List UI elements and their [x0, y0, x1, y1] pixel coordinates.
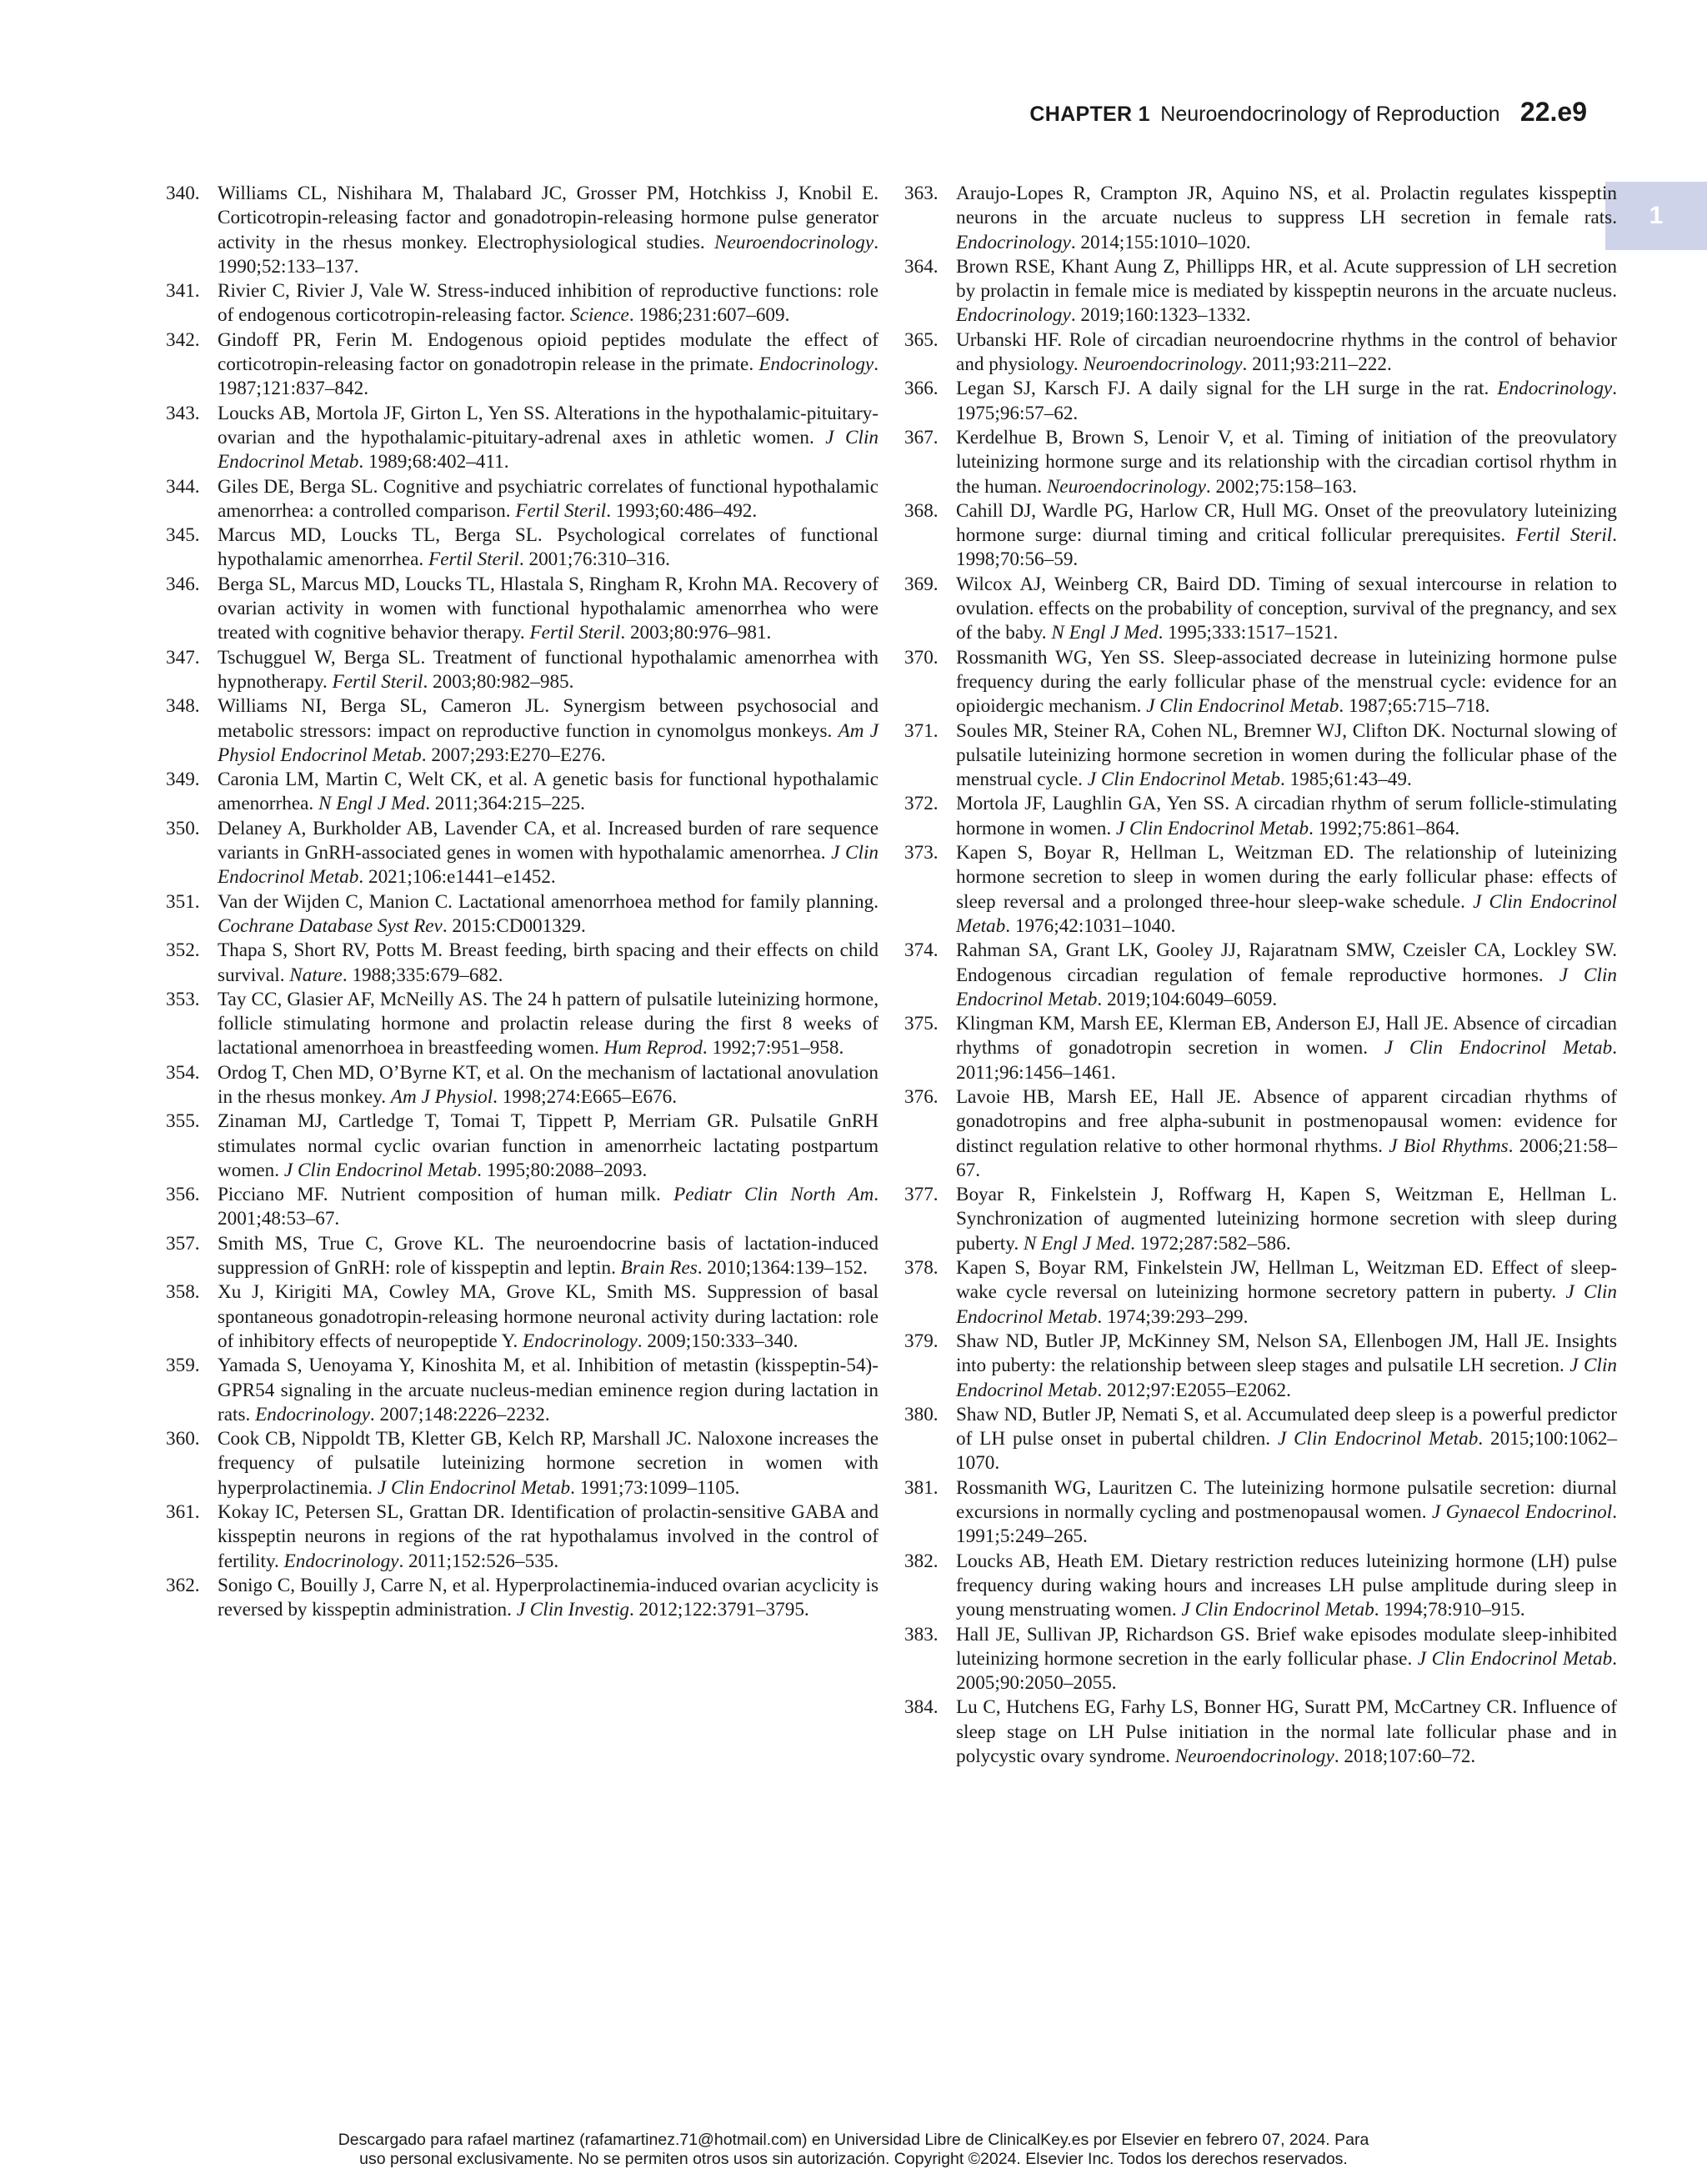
reference-citation: . 2019;104:6049–6059.: [1097, 988, 1278, 1010]
reference-item: [904, 1696, 1617, 1769]
reference-number: 364.: [904, 255, 939, 278]
reference-number: 369.: [904, 573, 939, 595]
reference-citation: . 2012;97:E2055–E2062.: [1097, 1379, 1291, 1401]
reference-journal: Am J Physiol Endocrinol Metab: [218, 719, 879, 766]
reference-text: Sonigo C, Bouilly J, Carre N, et al. Hyperprolactinemia-induced ovarian acyclicity is reversed by kisspeptin administration.: [218, 1574, 879, 1621]
reference-item: [904, 939, 1617, 1012]
reference-text: Tschugguel W, Berga SL. Treatment of functional hypothalamic amenorrhea with hypnotherapy.: [218, 646, 879, 693]
reference-item: [904, 841, 1617, 939]
reference-journal: J Clin Endocrinol Metab: [1181, 1599, 1374, 1621]
reference-journal: Fertil Steril: [332, 670, 423, 693]
reference-number: 343.: [166, 402, 200, 424]
reference-text: Xu J, Kirigiti MA, Cowley MA, Grove KL, Smith MS. Suppression of basal spontaneous gonadotropin-releasing hormone neuronal activity during lactation: role of inhibitory effects of neuropeptide Y.: [218, 1281, 879, 1352]
reference-item: [904, 328, 1617, 378]
reference-item: [166, 182, 879, 279]
reference-journal: J Clin Endocrinol Metab: [377, 1476, 571, 1499]
reference-journal: Endocrinology: [255, 1403, 370, 1425]
reference-citation: . 2018;107:60–72.: [1334, 1746, 1476, 1767]
reference-journal: J Clin Endocrinol Metab: [218, 842, 879, 889]
reference-text: Cahill DJ, Wardle PG, Harlow CR, Hull MG. Onset of the preovulatory luteinizing hormone surge: diurnal timing and critical follicular prerequisites.: [956, 499, 1617, 547]
reference-journal: Am J Physiol: [390, 1085, 493, 1108]
reference-citation: . 1991;73:1099–1105.: [570, 1476, 740, 1499]
reference-citation: . 1986;231:607–609.: [628, 304, 790, 327]
reference-text: Van der Wijden C, Manion C. Lactational amenorrhoea method for family planning.: [218, 890, 879, 913]
reference-number: 349.: [166, 769, 200, 791]
reference-citation: . 1987;121:837–842.: [218, 353, 879, 400]
footer-line-1: Descargado para rafael martinez (rafamartinez.71@hotmail.com) en Universidad Libre de ClinicalKey.es por Elsevier en febrero 07, 2024. Para: [338, 2131, 1369, 2149]
reference-column-right: [904, 182, 1617, 1769]
reference-number: 362.: [166, 1574, 200, 1596]
reference-number: 382.: [904, 1550, 939, 1572]
reference-item: [166, 1427, 879, 1500]
reference-number: 361.: [166, 1501, 200, 1524]
reference-text: Klingman KM, Marsh EE, Klerman EB, Anderson EJ, Hall JE. Absence of circadian rhythms of gonadotropin secretion in women.: [956, 1013, 1617, 1059]
reference-citation: . 1995;80:2088–2093.: [477, 1159, 648, 1181]
reference-text: Caronia LM, Martin C, Welt CK, et al. A genetic basis for functional hypothalamic amenorrhea.: [218, 769, 879, 815]
reference-item: [166, 768, 879, 817]
reference-text: Delaney A, Burkholder AB, Lavender CA, et al. Increased burden of rare sequence variants in GnRH-associated genes in women with hypothalamic amenorrhea.: [218, 817, 879, 864]
reference-journal: N Engl J Med: [318, 793, 426, 815]
reference-text: Rossmanith WG, Yen SS. Sleep-associated decrease in luteinizing hormone pulse frequency during the early follicular phase of the menstrual cycle: evidence for an opioidergic mechanism.: [956, 646, 1617, 718]
reference-number: 344.: [166, 475, 200, 498]
reference-text: Urbanski HF. Role of circadian neuroendocrine rhythms in the control of behavior and physiology.: [956, 328, 1617, 376]
reference-number: 372.: [904, 793, 939, 815]
chapter-title: Neuroendocrinology of Reproduction: [1160, 103, 1500, 126]
reference-item: [904, 1183, 1617, 1256]
reference-citation: . 1992;7:951–958.: [702, 1037, 844, 1059]
reference-text: Hall JE, Sullivan JP, Richardson GS. Brief wake episodes modulate sleep-inhibited luteinizing hormone secretion in the early follicular phase.: [956, 1623, 1617, 1670]
reference-text: Picciano MF. Nutrient composition of human milk.: [218, 1184, 661, 1206]
reference-citation: . 2006;21:58–67.: [956, 1135, 1617, 1181]
reference-text: Marcus MD, Loucks TL, Berga SL. Psychological correlates of functional hypothalamic amenorrhea.: [218, 524, 879, 571]
reference-journal: J Gynaecol Endocrinol: [1431, 1501, 1613, 1524]
reference-citation: . 1998;274:E665–E676.: [493, 1085, 678, 1108]
reference-item: [166, 328, 879, 402]
reference-citation: . 2011;364:215–225.: [425, 793, 585, 815]
reference-citation: . 2003;80:976–981.: [620, 622, 772, 644]
reference-text: Araujo-Lopes R, Crampton JR, Aquino NS, et al. Prolactin regulates kisspeptin neurons in the arcuate nucleus to suppress LH secretion in female rats.: [956, 183, 1617, 229]
reference-item: [166, 1354, 879, 1427]
reference-item: [904, 1256, 1617, 1330]
reference-journal: Neuroendocrinology: [1046, 475, 1206, 498]
reference-journal: Endocrinology: [1497, 378, 1613, 400]
reference-citation: . 2011;93:211–222.: [1242, 353, 1392, 376]
reference-number: 351.: [166, 890, 200, 913]
download-footer: [0, 2131, 1707, 2169]
reference-item: [904, 1330, 1617, 1403]
reference-citation: . 1991;5:249–265.: [956, 1501, 1618, 1548]
reference-number: 377.: [904, 1184, 939, 1206]
reference-journal: J Clin Investig: [516, 1599, 629, 1621]
reference-text: Kerdelhue B, Brown S, Lenoir V, et al. Timing of initiation of the preovulatory luteinizing hormone surge and its relationship with the circadian cortisol rhythm in the human.: [956, 426, 1617, 498]
reference-number: 366.: [904, 378, 939, 400]
reference-journal: J Clin Endocrinol Metab: [1146, 695, 1339, 718]
reference-journal: Fertil Steril: [515, 499, 607, 522]
reference-text: Berga SL, Marcus MD, Loucks TL, Hlastala S, Ringham R, Krohn MA. Recovery of ovarian activity in women with functional hypothalamic amenorrhea who were treated with cognitive behavior therapy.: [218, 573, 879, 644]
reference-journal: J Clin Endocrinol Metab: [218, 426, 879, 473]
reference-journal: Cochrane Database Syst Rev: [218, 914, 443, 937]
reference-number: 346.: [166, 573, 200, 595]
reference-number: 365.: [904, 328, 939, 351]
reference-number: 370.: [904, 646, 939, 669]
reference-text: Loucks AB, Mortola JF, Girton L, Yen SS. Alterations in the hypothalamic-pituitary-ovarian and the hypothalamic-pituitary-adrenal axes in athletic women.: [218, 402, 879, 448]
reference-journal: Science: [570, 304, 629, 327]
reference-item: [904, 499, 1617, 573]
reference-citation: . 1985;61:43–49.: [1279, 769, 1412, 791]
reference-journal: J Biol Rhythms: [1389, 1135, 1509, 1157]
reference-number: 357.: [166, 1232, 200, 1255]
reference-item: [166, 523, 879, 573]
reference-journal: Nature: [289, 964, 343, 986]
reference-citation: . 2019;160:1323–1332.: [1070, 304, 1251, 327]
reference-journal: Brain Res: [620, 1257, 698, 1280]
reference-text: Shaw ND, Butler JP, McKinney SM, Nelson SA, Ellenbogen JM, Hall JE. Insights into puberty: the relationship between sleep stages and pulsatile LH secretion.: [956, 1330, 1617, 1377]
reference-citation: . 2002;75:158–163.: [1205, 475, 1357, 498]
reference-item: [904, 1550, 1617, 1623]
reference-text: Lu C, Hutchens EG, Farhy LS, Bonner HG, Suratt PM, McCartney CR. Influence of sleep stage on LH Pulse initiation in the normal late follicular phase and in polycystic ovary syndrome.: [956, 1696, 1617, 1767]
reference-citation: . 2009;150:333–340.: [637, 1330, 798, 1352]
reference-citation: . 1988;335:679–682.: [342, 964, 503, 986]
reference-journal: Endocrinology: [956, 304, 1071, 327]
reference-journal: J Clin Endocrinol Metab: [956, 964, 1617, 1010]
reference-citation: . 1974;39:293–299.: [1097, 1305, 1249, 1328]
reference-text: Smith MS, True C, Grove KL. The neuroendocrine basis of lactation-induced suppression of GnRH: role of kisspeptin and leptin.: [218, 1232, 879, 1280]
reference-citation: . 2003;80:982–985.: [423, 670, 574, 693]
reference-item: [166, 475, 879, 524]
reference-journal: J Clin Endocrinol Metab: [1087, 769, 1280, 791]
reference-number: 380.: [904, 1403, 939, 1425]
reference-journal: J Clin Endocrinol Metab: [283, 1159, 478, 1181]
reference-number: 371.: [904, 719, 939, 742]
reference-journal: J Clin Endocrinol Metab: [1384, 1037, 1613, 1059]
chapter-thumb-tab: 1: [1605, 182, 1707, 250]
reference-journal: J Clin Endocrinol Metab: [1115, 817, 1309, 839]
chapter-label: CHAPTER 1: [1029, 103, 1150, 126]
reference-journal: J Clin Endocrinol Metab: [1417, 1647, 1613, 1670]
reference-number: 340.: [166, 183, 200, 204]
reference-citation: . 1995;333:1517–1521.: [1158, 622, 1339, 644]
reference-number: 373.: [904, 842, 939, 864]
reference-number: 383.: [904, 1623, 939, 1646]
reference-citation: . 1992;75:861–864.: [1309, 817, 1460, 839]
reference-citation: . 2012;122:3791–3795.: [628, 1599, 809, 1621]
reference-citation: . 2015:CD001329.: [442, 914, 586, 937]
reference-citation: . 2001;48:53–67.: [218, 1184, 879, 1230]
reference-number: 355.: [166, 1110, 200, 1133]
reference-number: 381.: [904, 1476, 939, 1499]
reference-citation: . 1993;60:486–492.: [606, 499, 758, 522]
reference-number: 358.: [166, 1281, 200, 1304]
reference-text: Legan SJ, Karsch FJ. A daily signal for the LH surge in the rat.: [956, 378, 1489, 400]
reference-journal: Endocrinology: [522, 1330, 638, 1352]
reference-citation: . 2015;100:1062–1070.: [956, 1428, 1618, 1475]
reference-text: Soules MR, Steiner RA, Cohen NL, Bremner WJ, Clifton DK. Nocturnal slowing of pulsatile luteinizing hormone secretion in women during the follicular phase of the menstrual cycle.: [956, 719, 1617, 791]
reference-number: 347.: [166, 646, 200, 669]
reference-item: [904, 426, 1617, 499]
reference-item: [904, 377, 1617, 426]
reference-citation: . 2007;293:E270–E276.: [421, 744, 606, 766]
reference-item: [166, 939, 879, 988]
reference-citation: . 2011;152:526–535.: [398, 1550, 559, 1572]
reference-item: [904, 1623, 1617, 1696]
reference-text: Kokay IC, Petersen SL, Grattan DR. Identification of prolactin-sensitive GABA and kisspeptin neurons in regions of the rat hypothalamus involved in the control of fertility.: [218, 1501, 879, 1572]
reference-number: 353.: [166, 988, 200, 1010]
reference-journal: Neuroendocrinology: [714, 231, 874, 253]
reference-journal: Hum Reprod: [603, 1037, 703, 1059]
reference-number: 341.: [166, 280, 200, 303]
reference-journal: J Clin Endocrinol Metab: [956, 890, 1617, 937]
reference-item: [166, 1280, 879, 1354]
reference-citation: . 1987;65:715–718.: [1339, 695, 1490, 718]
reference-text: Kapen S, Boyar R, Hellman L, Weitzman ED. The relationship of luteinizing hormone secretion to sleep in women during the early follicular phase: effects of sleep reversal and a prolonged three-hour sleep-wake schedule.: [956, 842, 1617, 913]
reference-text: Shaw ND, Butler JP, Nemati S, et al. Accumulated deep sleep is a powerful predictor of LH pulse onset in pubertal children.: [956, 1403, 1617, 1450]
reference-text: Loucks AB, Heath EM. Dietary restriction reduces luteinizing hormone (LH) pulse frequency during waking hours and increases LH pulse amplitude during sleep in young menstruating women.: [956, 1550, 1617, 1621]
reference-item: [166, 279, 879, 328]
reference-journal: Endocrinology: [283, 1550, 399, 1572]
reference-number: 356.: [166, 1184, 200, 1206]
reference-number: 342.: [166, 328, 200, 351]
reference-journal: J Clin Endocrinol Metab: [956, 1355, 1617, 1401]
reference-text: Thapa S, Short RV, Potts M. Breast feeding, birth spacing and their effects on child survival.: [218, 939, 879, 986]
reference-item: [904, 1476, 1617, 1550]
reference-citation: . 1994;78:910–915.: [1374, 1599, 1525, 1621]
reference-item: [166, 1110, 879, 1183]
reference-item: [904, 646, 1617, 719]
reference-number: 360.: [166, 1428, 200, 1450]
reference-number: 375.: [904, 1013, 939, 1035]
reference-text: Lavoie HB, Marsh EE, Hall JE. Absence of apparent circadian rhythms of gonadotropins and free alpha-subunit in postmenopausal women: evidence for distinct regulation relative to other hormonal rhythms.: [956, 1085, 1617, 1157]
reference-number: 350.: [166, 817, 200, 839]
reference-item: [166, 646, 879, 695]
reference-text: Cook CB, Nippoldt TB, Kletter GB, Kelch RP, Marshall JC. Naloxone increases the frequency of pulsatile luteinizing hormone secretion in women with hyperprolactinemia.: [218, 1428, 879, 1499]
reference-citation: . 2011;96:1456–1461.: [956, 1037, 1618, 1084]
reference-number: 367.: [904, 426, 939, 448]
reference-number: 359.: [166, 1355, 200, 1377]
reference-column-left: [166, 182, 879, 1623]
reference-citation: . 2010;1364:139–152.: [697, 1257, 868, 1280]
footer-line-2: uso personal exclusivamente. No se permiten otros usos sin autorización. Copyright ©2024. Elsevier Inc. Todos los derechos reservados.: [359, 2150, 1348, 2168]
reference-item: [904, 1085, 1617, 1183]
reference-journal: Neuroendocrinology: [1083, 353, 1243, 376]
reference-item: [166, 573, 879, 646]
reference-text: Rahman SA, Grant LK, Gooley JJ, Rajaratnam SMW, Czeisler CA, Lockley SW. Endogenous circadian regulation of female reproductive hormones.: [956, 939, 1617, 986]
reference-item: [166, 1061, 879, 1110]
reference-item: [166, 1500, 879, 1574]
reference-journal: N Engl J Med: [1051, 622, 1159, 644]
reference-journal: Fertil Steril: [1515, 524, 1613, 547]
reference-text: Kapen S, Boyar RM, Finkelstein JW, Hellman L, Weitzman ED. Effect of sleep-wake cycle reversal on luteinizing hormone secretory pattern in puberty.: [956, 1257, 1617, 1304]
reference-text: Rivier C, Rivier J, Vale W. Stress-induced inhibition of reproductive functions: role of endogenous corticotropin-releasing factor.: [218, 280, 879, 327]
reference-journal: Fertil Steril: [529, 622, 621, 644]
reference-text: Williams CL, Nishihara M, Thalabard JC, Grosser PM, Hotchkiss J, Knobil E. Corticotropin-releasing factor and gonadotropin-releasing hormone pulse generator activity in the rhesus monkey. Electrophysiological studies.: [218, 183, 879, 253]
reference-text: Ordog T, Chen MD, O’Byrne KT, et al. On the mechanism of lactational anovulation in the rhesus monkey.: [218, 1061, 879, 1108]
reference-text: Yamada S, Uenoyama Y, Kinoshita M, et al. Inhibition of metastin (kisspeptin-54)-GPR54 signaling in the arcuate nucleus-median eminence region during lactation in rats.: [218, 1355, 879, 1425]
reference-text: Williams NI, Berga SL, Cameron JL. Synergism between psychosocial and metabolic stressors: impact on reproductive function in cynomolgus monkeys.: [218, 695, 879, 742]
reference-citation: . 1998;70:56–59.: [956, 524, 1618, 571]
reference-number: 354.: [166, 1061, 200, 1084]
reference-number: 378.: [904, 1257, 939, 1280]
reference-item: [166, 988, 879, 1061]
reference-text: Mortola JF, Laughlin GA, Yen SS. A circadian rhythm of serum follicle-stimulating hormone in women.: [956, 793, 1617, 839]
reference-journal: J Clin Endocrinol Metab: [1277, 1428, 1479, 1450]
reference-text: Tay CC, Glasier AF, McNeilly AS. The 24 h pattern of pulsatile luteinizing hormone, follicle stimulating hormone and prolactin release during the first 8 weeks of lactational amenorrhoea in breastfeeding women.: [218, 988, 879, 1059]
reference-text: Brown RSE, Khant Aung Z, Phillipps HR, et al. Acute suppression of LH secretion by prolactin in female mice is mediated by kisspeptin neurons in the arcuate nucleus.: [956, 255, 1617, 303]
reference-item: [904, 1403, 1617, 1476]
reference-item: [904, 719, 1617, 793]
reference-journal: N Engl J Med: [1023, 1232, 1131, 1255]
reference-citation: . 1972;287:582–586.: [1130, 1232, 1291, 1255]
reference-item: [904, 255, 1617, 328]
reference-item: [166, 402, 879, 475]
reference-journal: Fertil Steril: [428, 549, 519, 571]
reference-item: [166, 1183, 879, 1232]
reference-citation: . 1975;96:57–62.: [956, 378, 1617, 424]
reference-number: 368.: [904, 499, 939, 522]
reference-citation: . 2014;155:1010–1020.: [1070, 231, 1251, 253]
reference-journal: Endocrinology: [758, 353, 874, 376]
reference-text: Wilcox AJ, Weinberg CR, Baird DD. Timing of sexual intercourse in relation to ovulation. effects on the probability of conception, survival of the pregnancy, and sex of the baby.: [956, 573, 1617, 644]
reference-number: 374.: [904, 939, 939, 962]
reference-number: 379.: [904, 1330, 939, 1352]
page-number: 22.e9: [1519, 97, 1587, 127]
reference-item: [904, 792, 1617, 841]
reference-text: Zinaman MJ, Cartledge T, Tomai T, Tippett P, Merriam GR. Pulsatile GnRH stimulates normal cyclic ovarian function in amenorrheic lactating postpartum women.: [218, 1110, 879, 1181]
reference-number: 363.: [904, 183, 939, 204]
reference-number: 348.: [166, 695, 200, 718]
reference-number: 376.: [904, 1085, 939, 1108]
reference-item: [904, 1012, 1617, 1085]
reference-text: Boyar R, Finkelstein J, Roffwarg H, Kapen S, Weitzman E, Hellman L. Synchronization of augmented luteinizing hormone secretion with sleep during puberty.: [956, 1184, 1617, 1255]
running-head: [1029, 97, 1587, 128]
reference-journal: Pediatr Clin North Am: [673, 1184, 874, 1206]
reference-citation: . 1990;52:133–137.: [218, 231, 879, 278]
reference-citation: . 2021;106:e1441–e1452.: [358, 866, 556, 889]
reference-item: [166, 890, 879, 939]
reference-text: Rossmanith WG, Lauritzen C. The luteinizing hormone pulsatile secretion: diurnal excursions in normally cycling and postmenopausal women.: [956, 1476, 1617, 1524]
reference-journal: Endocrinology: [956, 231, 1071, 253]
reference-text: Giles DE, Berga SL. Cognitive and psychiatric correlates of functional hypothalamic amenorrhea: a controlled comparison.: [218, 475, 879, 522]
reference-journal: J Clin Endocrinol Metab: [956, 1281, 1618, 1328]
reference-text: Gindoff PR, Ferin M. Endogenous opioid peptides modulate the effect of corticotropin-releasing factor on gonadotropin release in the primate.: [218, 328, 879, 376]
reference-citation: . 1989;68:402–411.: [358, 451, 509, 473]
reference-item: [166, 817, 879, 890]
reference-number: 352.: [166, 939, 200, 962]
reference-item: [166, 694, 879, 768]
reference-citation: . 2001;76:310–316.: [518, 549, 670, 571]
reference-number: 345.: [166, 524, 200, 547]
reference-item: [904, 182, 1617, 255]
reference-citation: . 2005;90:2050–2055.: [956, 1647, 1617, 1695]
reference-number: 384.: [904, 1696, 939, 1719]
reference-journal: Neuroendocrinology: [1174, 1746, 1334, 1767]
reference-citation: . 2007;148:2226–2232.: [369, 1403, 550, 1425]
reference-item: [904, 573, 1617, 646]
reference-item: [166, 1232, 879, 1281]
reference-citation: . 1976;42:1031–1040.: [1005, 914, 1176, 937]
reference-item: [166, 1574, 879, 1623]
